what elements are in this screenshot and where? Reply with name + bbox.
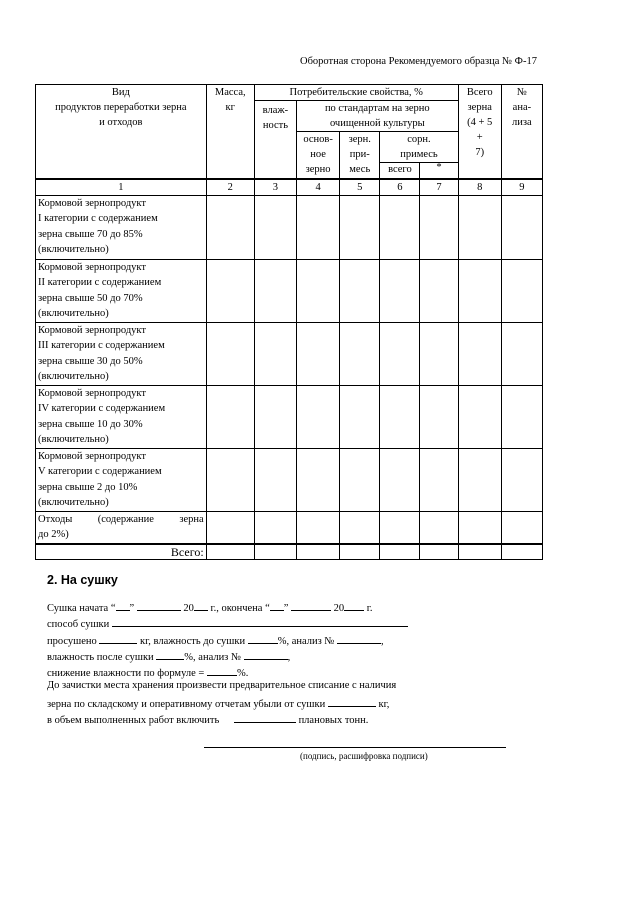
input-cell[interactable] — [340, 385, 380, 448]
input-cell[interactable] — [380, 195, 420, 259]
header-analysis-number: № ана- лиза — [501, 85, 542, 179]
end-year-field[interactable] — [344, 599, 364, 611]
drying-method-field[interactable] — [112, 615, 408, 627]
input-cell[interactable] — [254, 259, 296, 322]
input-cell[interactable] — [501, 385, 542, 448]
product-cell: Кормовой зернопродукт IV категории с содержанием зерна свыше 10 до 30% (включительно) — [36, 385, 207, 448]
end-day-field[interactable] — [270, 599, 284, 611]
input-cell[interactable] — [297, 322, 340, 385]
dried-kg-field[interactable] — [99, 632, 137, 644]
input-cell[interactable] — [340, 544, 380, 560]
header-weed-star: * — [420, 163, 458, 179]
input-cell[interactable] — [380, 544, 420, 560]
input-cell[interactable] — [297, 259, 340, 322]
input-cell[interactable] — [206, 511, 254, 544]
write-off-paragraph-1: До зачистки места хранения произвести предварительное списание с наличия — [47, 680, 397, 691]
col-number: 8 — [458, 179, 501, 196]
humidity-before-field[interactable] — [248, 632, 278, 644]
col-number: 3 — [254, 179, 296, 196]
header-mass: Масса, кг — [206, 85, 254, 179]
table-row — [36, 259, 543, 322]
input-cell[interactable] — [254, 448, 296, 511]
start-month-field[interactable] — [137, 599, 181, 611]
header-weed-total: всего — [380, 163, 420, 179]
product-cell: Кормовой зернопродукт II категории с содержанием зерна свыше 50 до 70% (включительно) — [36, 259, 207, 322]
col-number: 1 — [36, 179, 207, 196]
product-cell: Кормовой зернопродукт III категории с содержанием зерна свыше 30 до 50% (включительно) — [36, 322, 207, 385]
input-cell[interactable] — [297, 195, 340, 259]
input-cell[interactable] — [254, 511, 296, 544]
input-cell[interactable] — [340, 259, 380, 322]
header-product-type: Вид продуктов переработки зерна и отходов — [36, 85, 207, 179]
input-cell[interactable] — [380, 385, 420, 448]
input-cell[interactable] — [297, 385, 340, 448]
drying-method-line: способ сушки — [47, 615, 408, 631]
input-cell[interactable] — [380, 322, 420, 385]
input-cell[interactable] — [501, 544, 542, 560]
input-cell[interactable] — [458, 385, 501, 448]
header-total-grain: Всего зерна (4 + 5 + 7) — [458, 85, 501, 179]
input-cell[interactable] — [297, 511, 340, 544]
total-label: Всего: — [36, 544, 207, 560]
input-cell[interactable] — [420, 195, 458, 259]
humidity-after-line: влажность после сушки %, анализ № , — [47, 648, 290, 664]
analysis-after-field[interactable] — [244, 648, 288, 660]
drying-loss-field[interactable] — [328, 695, 376, 707]
input-cell[interactable] — [254, 544, 296, 560]
input-cell[interactable] — [458, 195, 501, 259]
total-row — [36, 544, 543, 560]
drying-dates-line: Сушка начата “ ” 20 г., окончена “ ” 20 г. — [47, 599, 373, 615]
start-day-field[interactable] — [116, 599, 130, 611]
input-cell[interactable] — [501, 259, 542, 322]
input-cell[interactable] — [340, 511, 380, 544]
input-cell[interactable] — [380, 511, 420, 544]
input-cell[interactable] — [420, 544, 458, 560]
table-row — [36, 448, 543, 511]
input-cell[interactable] — [340, 448, 380, 511]
input-cell[interactable] — [297, 448, 340, 511]
input-cell[interactable] — [501, 195, 542, 259]
product-cell: Кормовой зернопродукт I категории с содержанием зерна свыше 70 до 85% (включительно) — [36, 195, 207, 259]
planned-tons-field[interactable] — [234, 711, 296, 723]
table-row — [36, 195, 543, 259]
col-number: 9 — [501, 179, 542, 196]
signature-caption: (подпись, расшифровка подписи) — [300, 751, 428, 761]
col-number: 6 — [380, 179, 420, 196]
input-cell[interactable] — [206, 259, 254, 322]
col-number: 5 — [340, 179, 380, 196]
input-cell[interactable] — [420, 259, 458, 322]
input-cell[interactable] — [254, 322, 296, 385]
input-cell[interactable] — [340, 195, 380, 259]
input-cell[interactable] — [420, 322, 458, 385]
table-row — [36, 322, 543, 385]
input-cell[interactable] — [420, 511, 458, 544]
input-cell[interactable] — [458, 259, 501, 322]
input-cell[interactable] — [380, 448, 420, 511]
form-header-note: Оборотная сторона Рекомендуемого образца № Ф-17 — [300, 56, 537, 67]
input-cell[interactable] — [501, 322, 542, 385]
input-cell[interactable] — [458, 448, 501, 511]
dried-amount-line: просушено кг, влажность до сушки %, анализ № , — [47, 632, 384, 648]
input-cell[interactable] — [501, 448, 542, 511]
col-number: 4 — [297, 179, 340, 196]
header-main-grain: основ- ное зерно — [297, 132, 340, 179]
grain-products-table — [35, 84, 543, 560]
header-grain-admixture: зерн. при- месь — [340, 132, 380, 179]
waste-cell: Отходы (содержание зерна до 2%) — [36, 511, 207, 544]
write-off-paragraph-2: зерна по складскому и оперативному отчетам убыли от сушки кг, — [47, 695, 389, 711]
col-number: 2 — [206, 179, 254, 196]
header-standards: по стандартам на зерно очищенной культуры — [297, 101, 459, 132]
input-cell[interactable] — [206, 544, 254, 560]
input-cell[interactable] — [501, 511, 542, 544]
input-cell[interactable] — [206, 195, 254, 259]
table-row — [36, 511, 543, 544]
input-cell[interactable] — [206, 448, 254, 511]
input-cell[interactable] — [206, 322, 254, 385]
table-row — [36, 385, 543, 448]
signature-line[interactable] — [204, 747, 506, 748]
input-cell[interactable] — [297, 544, 340, 560]
header-humidity: влаж- ность — [254, 101, 296, 179]
humidity-reduction-line: снижение влажности по формуле = %. — [47, 664, 248, 680]
section-title-drying: 2. На сушку — [47, 573, 118, 587]
input-cell[interactable] — [254, 385, 296, 448]
input-cell[interactable] — [206, 385, 254, 448]
input-cell[interactable] — [458, 322, 501, 385]
write-off-paragraph-3: в объем выполненных работ включить плановых тонн. — [47, 711, 368, 727]
input-cell[interactable] — [420, 448, 458, 511]
humidity-after-field[interactable] — [156, 648, 184, 660]
input-cell[interactable] — [340, 322, 380, 385]
input-cell[interactable] — [458, 544, 501, 560]
start-year-field[interactable] — [194, 599, 208, 611]
input-cell[interactable] — [254, 195, 296, 259]
end-month-field[interactable] — [291, 599, 331, 611]
input-cell[interactable] — [380, 259, 420, 322]
humidity-reduction-field[interactable] — [207, 664, 237, 676]
input-cell[interactable] — [458, 511, 501, 544]
header-weed-admixture: сорн. примесь — [380, 132, 458, 163]
col-number: 7 — [420, 179, 458, 196]
analysis-before-field[interactable] — [337, 632, 381, 644]
product-cell: Кормовой зернопродукт V категории с содержанием зерна свыше 2 до 10% (включительно) — [36, 448, 207, 511]
input-cell[interactable] — [420, 385, 458, 448]
header-consumer-properties: Потребительские свойства, % — [254, 85, 458, 101]
